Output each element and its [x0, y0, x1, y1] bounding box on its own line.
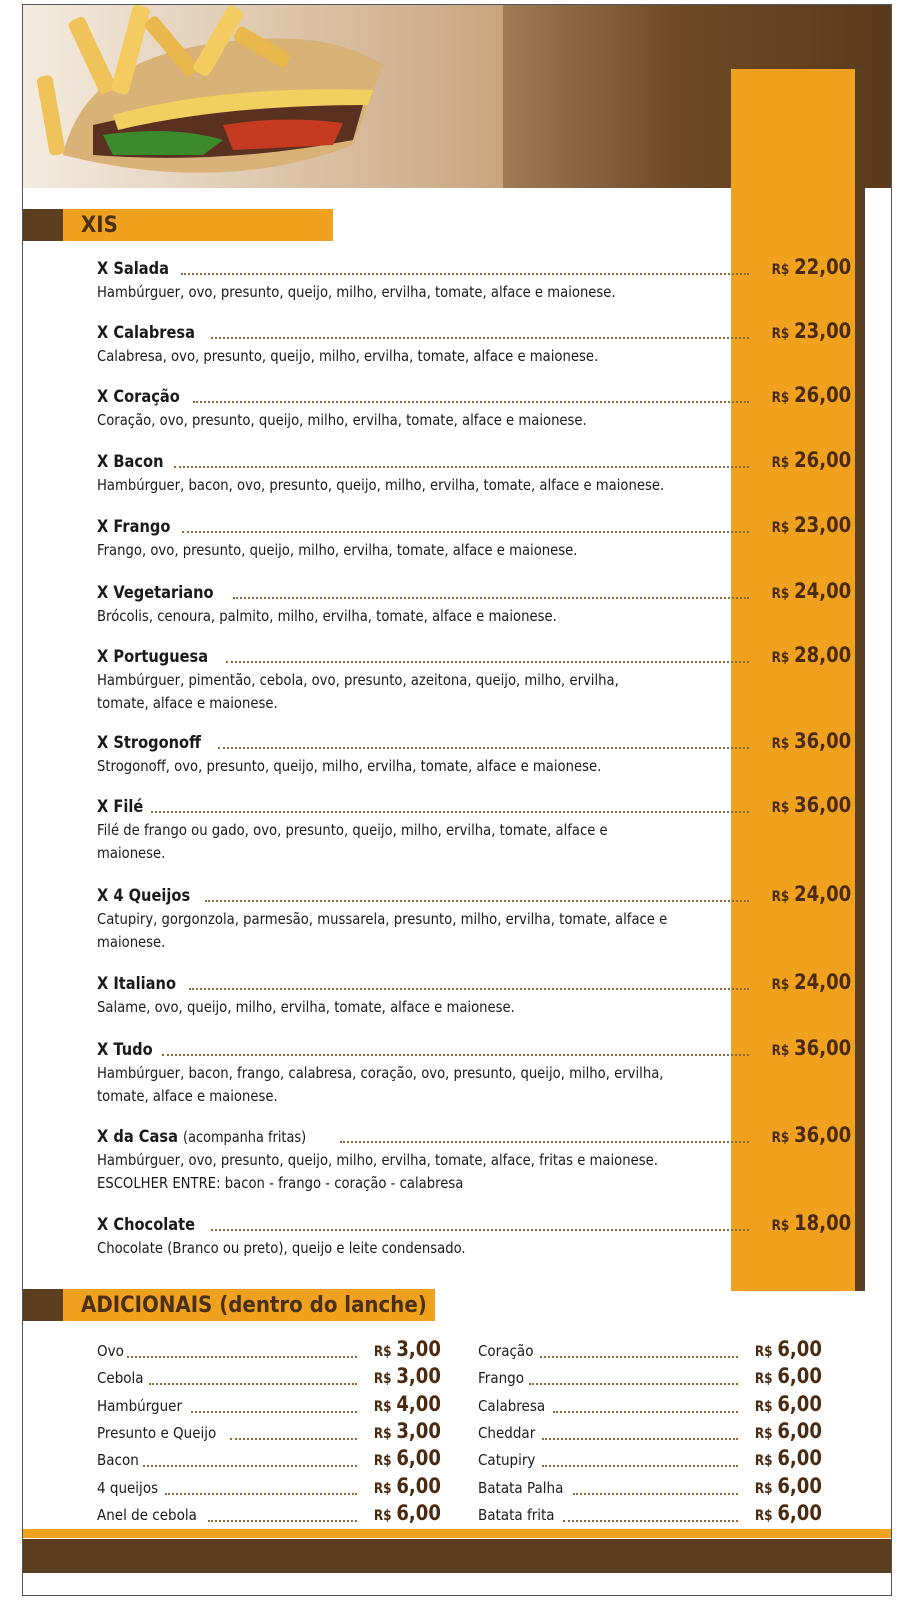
menu-page — [22, 4, 892, 1596]
price-column-shadow — [855, 69, 865, 1291]
dot-leader — [553, 1411, 738, 1413]
menu-item-title: X da Casa — [97, 1127, 178, 1147]
dot-leader — [208, 1520, 357, 1522]
price-value: 6,00 — [396, 1473, 441, 1498]
price-value: 6,00 — [777, 1500, 822, 1525]
menu-item-title: X Strogonoff — [97, 733, 201, 753]
menu-item-name — [97, 886, 190, 906]
menu-item — [97, 970, 852, 1019]
dot-leader — [189, 988, 749, 990]
currency-symbol: R$ — [771, 1218, 790, 1234]
menu-item-description: Chocolate (Branco ou preto), queijo e leite condensado. — [97, 1239, 466, 1257]
addon-item — [478, 1337, 822, 1364]
addon-name: Batata frita — [478, 1505, 555, 1524]
menu-item-title: X Frango — [97, 517, 171, 537]
menu-item-title: X Coração — [97, 387, 180, 407]
dot-leader — [191, 1411, 357, 1413]
section-bar-accent — [23, 209, 63, 241]
addon-price — [374, 1392, 441, 1416]
price-value: 24,00 — [794, 579, 852, 603]
section-title-adicionais: ADICIONAIS (dentro do lanche) — [63, 1289, 435, 1321]
currency-symbol: R$ — [771, 262, 790, 278]
currency-symbol: R$ — [754, 1398, 773, 1415]
price-value: 4,00 — [396, 1391, 441, 1416]
dot-leader — [174, 466, 749, 468]
addon-item — [97, 1474, 441, 1501]
addon-price — [755, 1419, 822, 1443]
addon-price — [374, 1501, 441, 1525]
price-value: 26,00 — [794, 383, 852, 407]
menu-item-name — [97, 1040, 153, 1060]
price-value: 6,00 — [777, 1391, 822, 1416]
menu-item — [97, 255, 852, 304]
price-value: 36,00 — [794, 729, 852, 753]
addon-price — [755, 1446, 822, 1470]
menu-item-price — [771, 448, 852, 472]
addon-name: Catupiry — [478, 1451, 536, 1470]
price-value: 6,00 — [777, 1473, 822, 1498]
dot-leader — [233, 597, 749, 599]
addon-price — [374, 1419, 441, 1443]
dot-leader — [151, 811, 749, 813]
menu-item-description: Hambúrguer, pimentão, cebola, ovo, presunto, azeitona, queijo, milho, ervilha, tomate, alface e maionese. — [97, 671, 619, 712]
menu-item-name — [97, 647, 208, 667]
addon-name: Ovo — [97, 1342, 124, 1360]
menu-item-header — [97, 255, 852, 281]
menu-item-name — [97, 517, 170, 537]
menu-item-header — [97, 579, 852, 605]
menu-item-header — [97, 882, 852, 908]
menu-item-description: Filé de frango ou gado, ovo, presunto, queijo, milho, ervilha, tomate, alface e maionese. — [97, 821, 608, 862]
dot-leader — [149, 1383, 357, 1385]
addon-name: Coração — [478, 1342, 534, 1360]
dot-leader — [165, 1493, 357, 1495]
menu-item-header — [97, 319, 852, 345]
dot-leader — [340, 1141, 749, 1143]
menu-item-price — [771, 1123, 852, 1147]
currency-symbol: R$ — [771, 455, 790, 471]
section-bar-accent — [23, 1289, 63, 1321]
menu-item-title: X Vegetariano — [97, 583, 214, 603]
addon-name: Frango — [478, 1369, 524, 1388]
menu-item-title: X Calabresa — [97, 323, 195, 343]
menu-item-description: Hambúrguer, ovo, presunto, queijo, milho, ervilha, tomate, alface e maionese. — [97, 283, 616, 301]
menu-item-name — [97, 259, 169, 279]
dot-leader — [211, 337, 749, 339]
dot-leader — [542, 1438, 738, 1440]
addon-price — [374, 1474, 441, 1498]
menu-item-header — [97, 793, 852, 819]
menu-item-price — [771, 579, 852, 603]
addon-item — [97, 1364, 441, 1391]
addon-name: 4 queijos — [97, 1478, 159, 1497]
addon-item — [97, 1419, 441, 1446]
dot-leader — [230, 1438, 358, 1440]
menu-item-title: X Chocolate — [97, 1215, 196, 1235]
currency-symbol: R$ — [754, 1453, 773, 1470]
menu-item-description: Salame, ovo, queijo, milho, ervilha, tomate, alface e maionese. — [97, 998, 515, 1016]
currency-symbol: R$ — [373, 1453, 392, 1470]
currency-symbol: R$ — [754, 1480, 773, 1497]
menu-item-description: Hambúrguer, ovo, presunto, queijo, milho, ervilha, tomate, alface, fritas e maionese. ESCOLHER ENTRE: bacon - frango - coração - calabresa — [97, 1151, 658, 1192]
menu-item-name — [97, 387, 180, 407]
menu-item-price — [771, 643, 852, 667]
menu-item — [97, 729, 852, 778]
menu-item — [97, 1036, 852, 1108]
menu-item-name — [97, 733, 201, 753]
currency-symbol: R$ — [754, 1344, 773, 1360]
currency-symbol: R$ — [771, 889, 790, 905]
addon-price — [755, 1474, 822, 1498]
currency-symbol: R$ — [771, 390, 790, 406]
menu-item-description: Coração, ovo, presunto, queijo, milho, ervilha, tomate, alface e maionese. — [97, 411, 587, 429]
price-value: 24,00 — [794, 970, 852, 994]
addon-price — [755, 1501, 822, 1525]
menu-item-header — [97, 729, 852, 755]
currency-symbol: R$ — [373, 1398, 392, 1415]
menu-item — [97, 793, 852, 865]
price-value: 3,00 — [396, 1418, 441, 1443]
price-value: 6,00 — [777, 1337, 822, 1361]
menu-item-header — [97, 448, 852, 474]
addon-name: Cebola — [97, 1369, 144, 1388]
menu-item-price — [771, 970, 852, 994]
menu-item-name — [97, 797, 143, 817]
menu-item-name — [97, 974, 176, 994]
menu-item — [97, 1211, 852, 1260]
currency-symbol: R$ — [754, 1507, 773, 1524]
menu-item-title: X Salada — [97, 259, 169, 279]
addon-item — [97, 1446, 441, 1473]
addon-name: Calabresa — [478, 1396, 546, 1415]
menu-item — [97, 513, 852, 562]
addon-price — [755, 1392, 822, 1416]
menu-item — [97, 319, 852, 368]
price-value: 6,00 — [777, 1418, 822, 1443]
menu-item-price — [771, 1036, 852, 1060]
menu-item-header — [97, 1123, 852, 1149]
currency-symbol: R$ — [754, 1425, 773, 1442]
price-value: 24,00 — [794, 882, 852, 906]
menu-item-title: X Portuguesa — [97, 647, 209, 667]
currency-symbol: R$ — [373, 1507, 392, 1524]
menu-item-description: Catupiry, gorgonzola, parmesão, mussarela, presunto, milho, ervilha, tomate, alface e maionese. — [97, 910, 668, 951]
price-value: 28,00 — [794, 643, 852, 667]
currency-symbol: R$ — [771, 800, 790, 816]
menu-item-name — [97, 452, 164, 472]
currency-symbol: R$ — [771, 586, 790, 602]
menu-item-title: X Tudo — [97, 1040, 153, 1060]
menu-item-note: (acompanha fritas) — [183, 1128, 307, 1146]
currency-symbol: R$ — [771, 977, 790, 993]
menu-item-header — [97, 643, 852, 669]
addon-item — [97, 1501, 441, 1528]
menu-item — [97, 383, 852, 432]
menu-item-price — [771, 255, 852, 279]
price-value: 6,00 — [396, 1500, 441, 1525]
menu-item — [97, 643, 852, 715]
price-value: 36,00 — [794, 1036, 852, 1060]
dot-leader — [182, 531, 749, 533]
addon-price — [755, 1337, 822, 1361]
dot-leader — [218, 747, 749, 749]
menu-item — [97, 448, 852, 497]
currency-symbol: R$ — [771, 520, 790, 536]
currency-symbol: R$ — [771, 1130, 790, 1146]
footer-stripe — [23, 1529, 891, 1538]
addon-name: Cheddar — [478, 1423, 536, 1442]
dot-leader — [193, 401, 749, 403]
menu-item-name — [97, 583, 214, 603]
menu-item-title: X Filé — [97, 797, 144, 817]
dot-leader — [540, 1356, 738, 1358]
menu-item-description: Brócolis, cenoura, palmito, milho, ervilha, tomate, alface e maionese. — [97, 607, 557, 625]
menu-item-header — [97, 970, 852, 996]
dot-leader — [181, 273, 749, 275]
currency-symbol: R$ — [771, 736, 790, 752]
menu-item-price — [771, 319, 852, 343]
section-title-xis: XIS — [63, 209, 333, 241]
addon-item — [478, 1364, 822, 1391]
currency-symbol: R$ — [771, 1043, 790, 1059]
menu-item-description: Hambúrguer, bacon, frango, calabresa, coração, ovo, presunto, queijo, milho, ervilha, tomate, alface e maionese. — [97, 1064, 664, 1105]
addon-price — [374, 1364, 441, 1388]
menu-item-price — [771, 793, 852, 817]
price-value: 3,00 — [396, 1337, 441, 1361]
addon-name: Bacon — [97, 1451, 139, 1470]
addon-name: Hambúrguer — [97, 1396, 183, 1415]
addon-price — [374, 1446, 441, 1470]
menu-item-title: X Bacon — [97, 452, 164, 472]
dot-leader — [162, 1054, 749, 1056]
menu-item-price — [771, 513, 852, 537]
price-value: 36,00 — [794, 793, 852, 817]
addon-name: Anel de cebola — [97, 1505, 197, 1524]
dot-leader — [211, 1229, 749, 1231]
price-value: 3,00 — [396, 1364, 441, 1389]
currency-symbol: R$ — [754, 1371, 773, 1388]
price-value: 18,00 — [794, 1211, 852, 1235]
currency-symbol: R$ — [771, 650, 790, 666]
menu-item-header — [97, 1211, 852, 1237]
addon-item — [97, 1392, 441, 1419]
price-value: 23,00 — [794, 513, 852, 537]
price-value: 23,00 — [794, 319, 852, 343]
menu-item-price — [771, 882, 852, 906]
menu-item-description: Hambúrguer, bacon, ovo, presunto, queijo, milho, ervilha, tomate, alface e maionese. — [97, 476, 665, 494]
price-value: 6,00 — [396, 1446, 441, 1471]
dot-leader — [563, 1520, 738, 1522]
currency-symbol: R$ — [771, 326, 790, 342]
sandwich-photo-icon — [23, 5, 503, 188]
addon-item — [478, 1419, 822, 1446]
addon-name: Batata Palha — [478, 1478, 564, 1497]
currency-symbol: R$ — [373, 1371, 392, 1388]
menu-item-description: Calabresa, ovo, presunto, queijo, milho, ervilha, tomate, alface e maionese. — [97, 347, 599, 365]
menu-item-price — [771, 729, 852, 753]
dot-leader — [143, 1465, 357, 1467]
addon-item — [478, 1392, 822, 1419]
menu-item-price — [771, 383, 852, 407]
menu-item-price — [771, 1211, 852, 1235]
addon-name: Presunto e Queijo — [97, 1423, 217, 1442]
addon-item — [97, 1337, 441, 1364]
menu-item-header — [97, 513, 852, 539]
price-value: 6,00 — [777, 1364, 822, 1389]
price-value: 26,00 — [794, 448, 852, 472]
dot-leader — [573, 1493, 738, 1495]
menu-item-header — [97, 383, 852, 409]
addon-item — [478, 1474, 822, 1501]
addon-price — [374, 1337, 441, 1361]
currency-symbol: R$ — [373, 1480, 392, 1497]
menu-item — [97, 1123, 852, 1195]
dot-leader — [542, 1465, 738, 1467]
menu-item — [97, 579, 852, 628]
menu-item — [97, 882, 852, 954]
menu-item-name — [97, 323, 195, 343]
dot-leader — [226, 661, 749, 663]
footer-bar — [23, 1539, 891, 1573]
addon-item — [478, 1501, 822, 1528]
currency-symbol: R$ — [373, 1344, 392, 1360]
currency-symbol: R$ — [373, 1425, 392, 1442]
price-value: 22,00 — [794, 255, 852, 279]
menu-item-header — [97, 1036, 852, 1062]
dot-leader — [205, 900, 749, 902]
menu-item-description: Strogonoff, ovo, presunto, queijo, milho, ervilha, tomate, alface e maionese. — [97, 757, 602, 775]
addon-price — [755, 1364, 822, 1388]
menu-item-title: X Italiano — [97, 974, 176, 994]
dot-leader — [529, 1383, 738, 1385]
menu-item-description: Frango, ovo, presunto, queijo, milho, ervilha, tomate, alface e maionese. — [97, 541, 578, 559]
price-value: 6,00 — [777, 1446, 822, 1471]
menu-item-name — [97, 1127, 306, 1147]
menu-item-name — [97, 1215, 195, 1235]
price-value: 36,00 — [794, 1123, 852, 1147]
dot-leader — [127, 1356, 357, 1358]
menu-item-title: X 4 Queijos — [97, 886, 191, 906]
addon-item — [478, 1446, 822, 1473]
